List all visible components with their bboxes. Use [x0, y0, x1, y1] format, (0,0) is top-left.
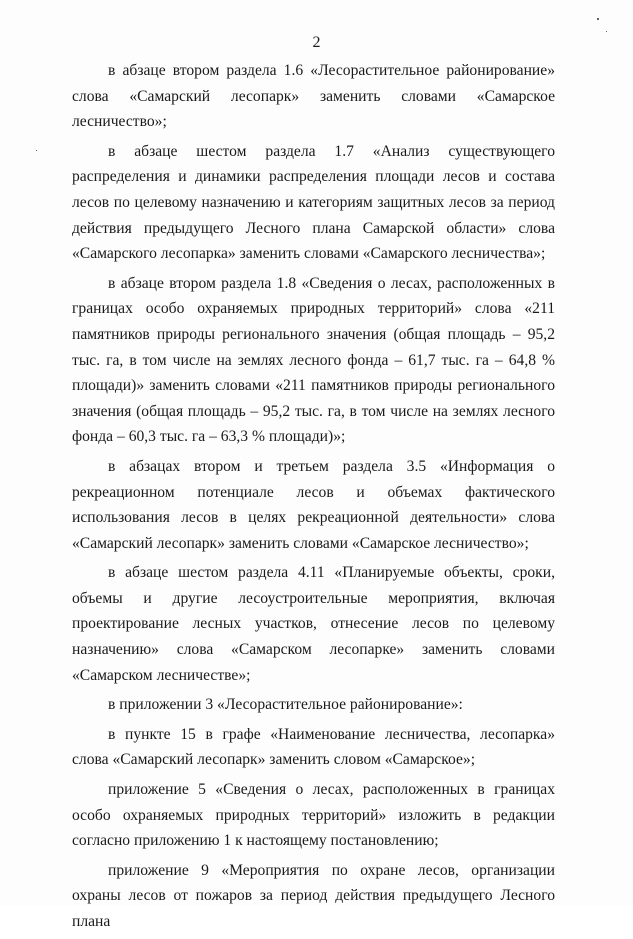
- paragraph-appendix-3: в приложении 3 «Лесорастительное районирование»:: [108, 696, 463, 714]
- paragraph-item-15: в пункте 15 в графе «Наименование лесничества, лесопарка» слова «Самарский лесопарк» заменить словом «Самарское»;: [72, 725, 555, 769]
- scan-speck: [36, 150, 37, 151]
- paragraph-section-1-8: в абзаце втором раздела 1.8 «Сведения о лесах, расположенных в границах особо охраняемых природных территорий» слова «211 памятников природы регионального значения (общая площадь – 95,2 тыс. га, в том числе на землях лесного фонда – 61,7 тыс. га – 64,8 % площади)» заменить словами «211 памятников природы регионального значения (общая площадь – 95,2 тыс. га, в том числе на землях лесного фонда – 60,3 тыс. га – 63,3 % площади)»;: [72, 274, 555, 446]
- paragraph-section-3-5: в абзацах втором и третьем раздела 3.5 «Информация о рекреационном потенциале лесов и объемах фактического использования лесов в целях рекреационной деятельности» слова «Самарский лесопарк» заменить словами «Самарское лесничество»;: [72, 457, 555, 552]
- paragraph-section-4-11: в абзаце шестом раздела 4.11 «Планируемые объекты, сроки, объемы и другие лесоустроительные мероприятия, включая проектирование лесных участков, отнесение лесов по целевому назначению» слова «Самарском лесопарке» заменить словами «Самарском лесничестве»;: [72, 564, 555, 684]
- paragraph-section-1-6: в абзаце втором раздела 1.6 «Лесорастительное районирование» слова «Самарский лесопарк» заменить словами «Самарское лесничество»;: [72, 62, 555, 131]
- page-number: 2: [312, 34, 321, 51]
- paragraph-appendix-5: приложение 5 «Сведения о лесах, расположенных в границах особо охраняемых природных территорий» изложить в редакции согласно приложению 1 к настоящему постановлению;: [72, 781, 555, 850]
- scan-speck: [597, 18, 599, 20]
- paragraph-section-1-7: в абзаце шестом раздела 1.7 «Анализ существующего распределения и динамики распределения площади лесов и состава лесов по целевому назначению и категориям защитных лесов за период действия предыдущего Лесного плана Самарской области» слова «Самарского лесопарка» заменить словами «Самарского лесничества»;: [72, 142, 555, 263]
- scan-speck: [606, 31, 607, 32]
- paragraph-appendix-9: приложение 9 «Мероприятия по охране лесов, организации охраны лесов от пожаров за период действия предыдущего Лесного плана: [72, 861, 555, 930]
- document-body: [72, 58, 555, 939]
